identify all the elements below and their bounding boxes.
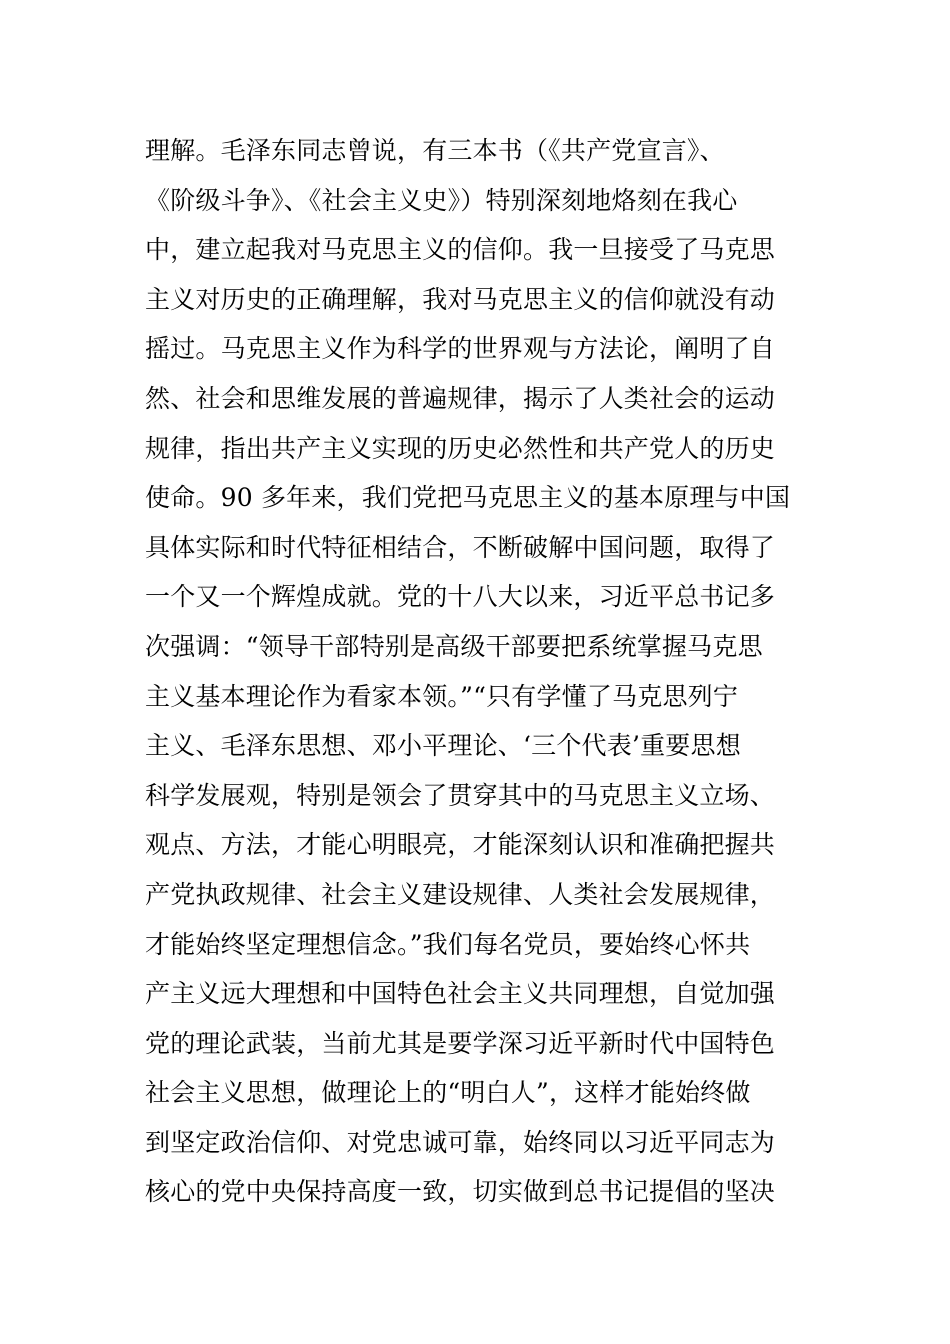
text-line: 理解。毛泽东同志曾说，有三本书（《共产党宣言》、 [145,136,725,165]
text-line: 规律，指出共产主义实现的历史必然性和共产党人的历史 [145,433,776,463]
text-line: 科学发展观，特别是领会了贯穿其中的马克思主义立场、 [145,780,776,810]
text-line: 产党执政规律、社会主义建设规律、人类社会发展规律， [145,879,776,909]
text-line: 具体实际和时代特征相结合，不断破解中国问题，取得了 [145,532,776,562]
text-line: 党的理论武装，当前尤其是要学深习近平新时代中国特色 [145,1028,776,1058]
text-line: 使命。90 多年来，我们党把马克思主义的基本原理与中国 [145,483,791,513]
text-line: 然、社会和思维发展的普遍规律，揭示了人类社会的运动 [145,383,776,413]
text-line: 主义、毛泽东思想、邓小平理论、‘三个代表’重要思想 [145,731,741,761]
body-text [145,126,825,1217]
text-line: 到坚定政治信仰、对党忠诚可靠，始终同以习近平同志为 [145,1127,776,1157]
text-line: 《阶级斗争》、《社会主义史》）特别深刻地烙刻在我心 [145,185,738,215]
text-line: 社会主义思想，做理论上的“明白人”，这样才能始终做 [145,1078,751,1108]
text-line: 观点、方法，才能心明眼亮，才能深刻认识和准确把握共 [145,830,776,860]
text-line: 摇过。马克思主义作为科学的世界观与方法论，阐明了自 [145,334,776,364]
text-line: 次强调：“领导干部特别是高级干部要把系统掌握马克思 [145,631,763,661]
text-line: 一个又一个辉煌成就。党的十八大以来，习近平总书记多 [145,582,776,612]
text-line: 才能始终坚定理想信念。”我们每名党员，要始终心怀共 [145,929,751,959]
text-line: 中，建立起我对马克思主义的信仰。我一旦接受了马克思 [145,235,776,265]
text-line: 核心的党中央保持高度一致，切实做到总书记提倡的坚决 [145,1177,776,1207]
text-line: 主义基本理论作为看家本领。”“只有学懂了马克思列宁 [145,681,739,711]
text-line: 主义对历史的正确理解，我对马克思主义的信仰就没有动 [145,284,776,314]
text-line: 产主义远大理想和中国特色社会主义共同理想，自觉加强 [145,979,776,1009]
